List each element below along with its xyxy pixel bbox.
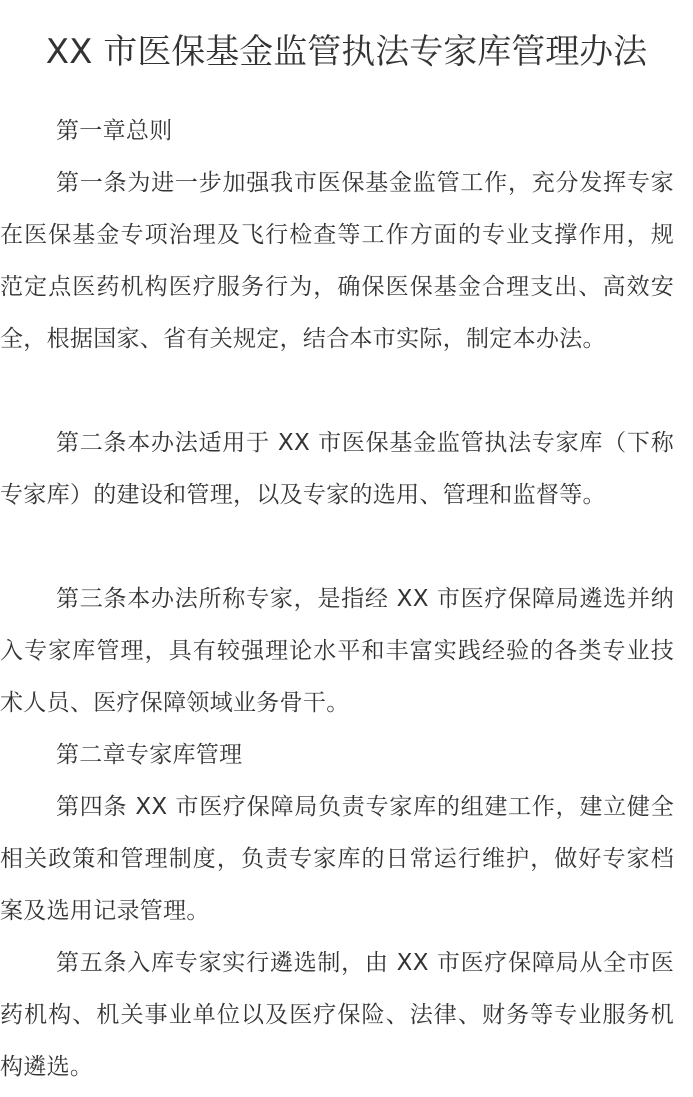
document-title: XX 市医保基金监管执法专家库管理办法 bbox=[45, 32, 648, 72]
article-3: 第三条本办法所称专家，是指经 XX 市医疗保障局遴选并纳入专家库管理，具有较强理论水平和丰富实践经验的各类专业技术人员、医疗保障领域业务骨干。 bbox=[0, 586, 674, 716]
article-4: 第四条 XX 市医疗保障局负责专家库的组建工作，建立健全相关政策和管理制度，负责专家库的日常运行维护，做好专家档案及选用记录管理。 bbox=[0, 794, 674, 924]
article-1: 第一条为进一步加强我市医保基金监管工作，充分发挥专家在医保基金专项治理及飞行检查等工作方面的专业支撑作用，规范定点医药机构医疗服务行为，确保医保基金合理支出、高效安全，根据国家、省有关规定，结合本市实际，制定本办法。 bbox=[0, 170, 674, 352]
chapter-heading-1: 第一章总则 bbox=[56, 118, 173, 144]
article-2: 第二条本办法适用于 XX 市医保基金监管执法专家库（下称专家库）的建设和管理，以及专家的选用、管理和监督等。 bbox=[0, 430, 674, 508]
chapter-heading-2: 第二章专家库管理 bbox=[56, 742, 243, 768]
article-5: 第五条入库专家实行遴选制，由 XX 市医疗保障局从全市医药机构、机关事业单位以及医疗保险、法律、财务等专业服务机构遴选。 bbox=[0, 950, 674, 1080]
